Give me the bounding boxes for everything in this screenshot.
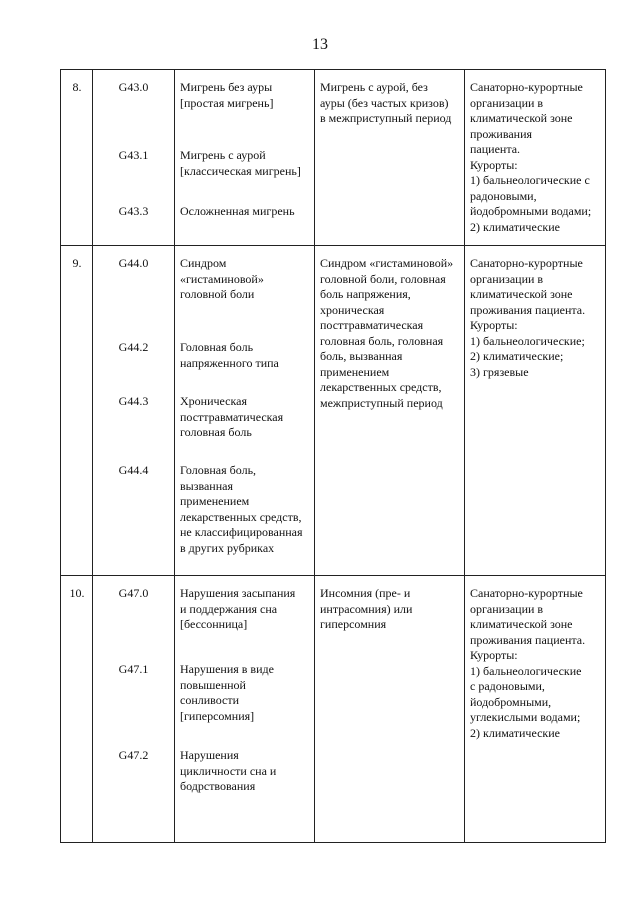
resort-cell: Санаторно-курортные организации в климатической зоне проживания пациента. Курорты: 1) бальнеологические; 2) климатические; 3) грязевые	[465, 246, 606, 576]
icd-code-cell	[93, 70, 175, 246]
icd-code-cell	[93, 246, 175, 576]
resort-cell: Санаторно-курортные организации в климатической зоне проживания пациента. Курорты: 1) бальнеологические с радоновыми, йодобромными водами; 2) климатические	[465, 70, 606, 246]
diagnosis-name: Осложненная мигрень	[180, 204, 295, 218]
icd-code: G44.0	[118, 256, 149, 270]
icd-code: G47.1	[118, 662, 149, 676]
table-row	[61, 246, 606, 576]
icd-code-cell	[93, 576, 175, 843]
condition-cell: Синдром «гистаминовой» головной боли, головная боль напряжения, хроническая посттравматическая головная боль, головная боль, вызванная применением лекарственных средств, межприступный период	[315, 246, 465, 576]
diagnosis-name-cell	[175, 246, 315, 576]
row-number: 10.	[61, 576, 93, 843]
icd-code: G44.4	[118, 463, 149, 477]
icd-code: G47.2	[118, 748, 149, 762]
page-number: 13	[312, 36, 328, 53]
diagnosis-table	[60, 69, 606, 843]
diagnosis-name-cell	[175, 576, 315, 843]
diagnosis-name: Синдром «гистаминовой» головной боли	[180, 256, 264, 301]
row-number: 9.	[61, 246, 93, 576]
row-number: 8.	[61, 70, 93, 246]
condition-cell: Мигрень с аурой, без ауры (без частых кризов) в межприступный период	[315, 70, 465, 246]
diagnosis-name: Нарушения засыпания и поддержания сна [бессонница]	[180, 586, 296, 631]
diagnosis-name: Нарушения цикличности сна и бодрствования	[180, 748, 277, 793]
table-row	[61, 70, 606, 246]
diagnosis-name: Мигрень без ауры [простая мигрень]	[180, 80, 274, 110]
icd-code: G44.3	[118, 394, 149, 408]
condition-cell: Инсомния (пре- и интрасомния) или гиперсомния	[315, 576, 465, 843]
resort-cell: Санаторно-курортные организации в климатической зоне проживания пациента. Курорты: 1) бальнеологические с радоновыми, йодобромными, углекислыми водами; 2) климатические	[465, 576, 606, 843]
icd-code: G43.3	[118, 204, 149, 218]
diagnosis-name: Мигрень с аурой [классическая мигрень]	[180, 148, 301, 178]
icd-code: G47.0	[118, 586, 149, 600]
icd-code: G43.1	[118, 148, 149, 162]
diagnosis-name: Головная боль, вызванная применением лекарственных средств, не классифицированная в других рубриках	[180, 463, 303, 555]
icd-code: G44.2	[118, 340, 149, 354]
table-row	[61, 576, 606, 843]
diagnosis-name: Хроническая посттравматическая головная боль	[180, 394, 284, 439]
icd-code: G43.0	[118, 80, 149, 94]
diagnosis-name: Нарушения в виде повышенной сонливости [гиперсомния]	[180, 662, 274, 723]
diagnosis-name: Головная боль напряженного типа	[180, 340, 279, 370]
diagnosis-name-cell	[175, 70, 315, 246]
